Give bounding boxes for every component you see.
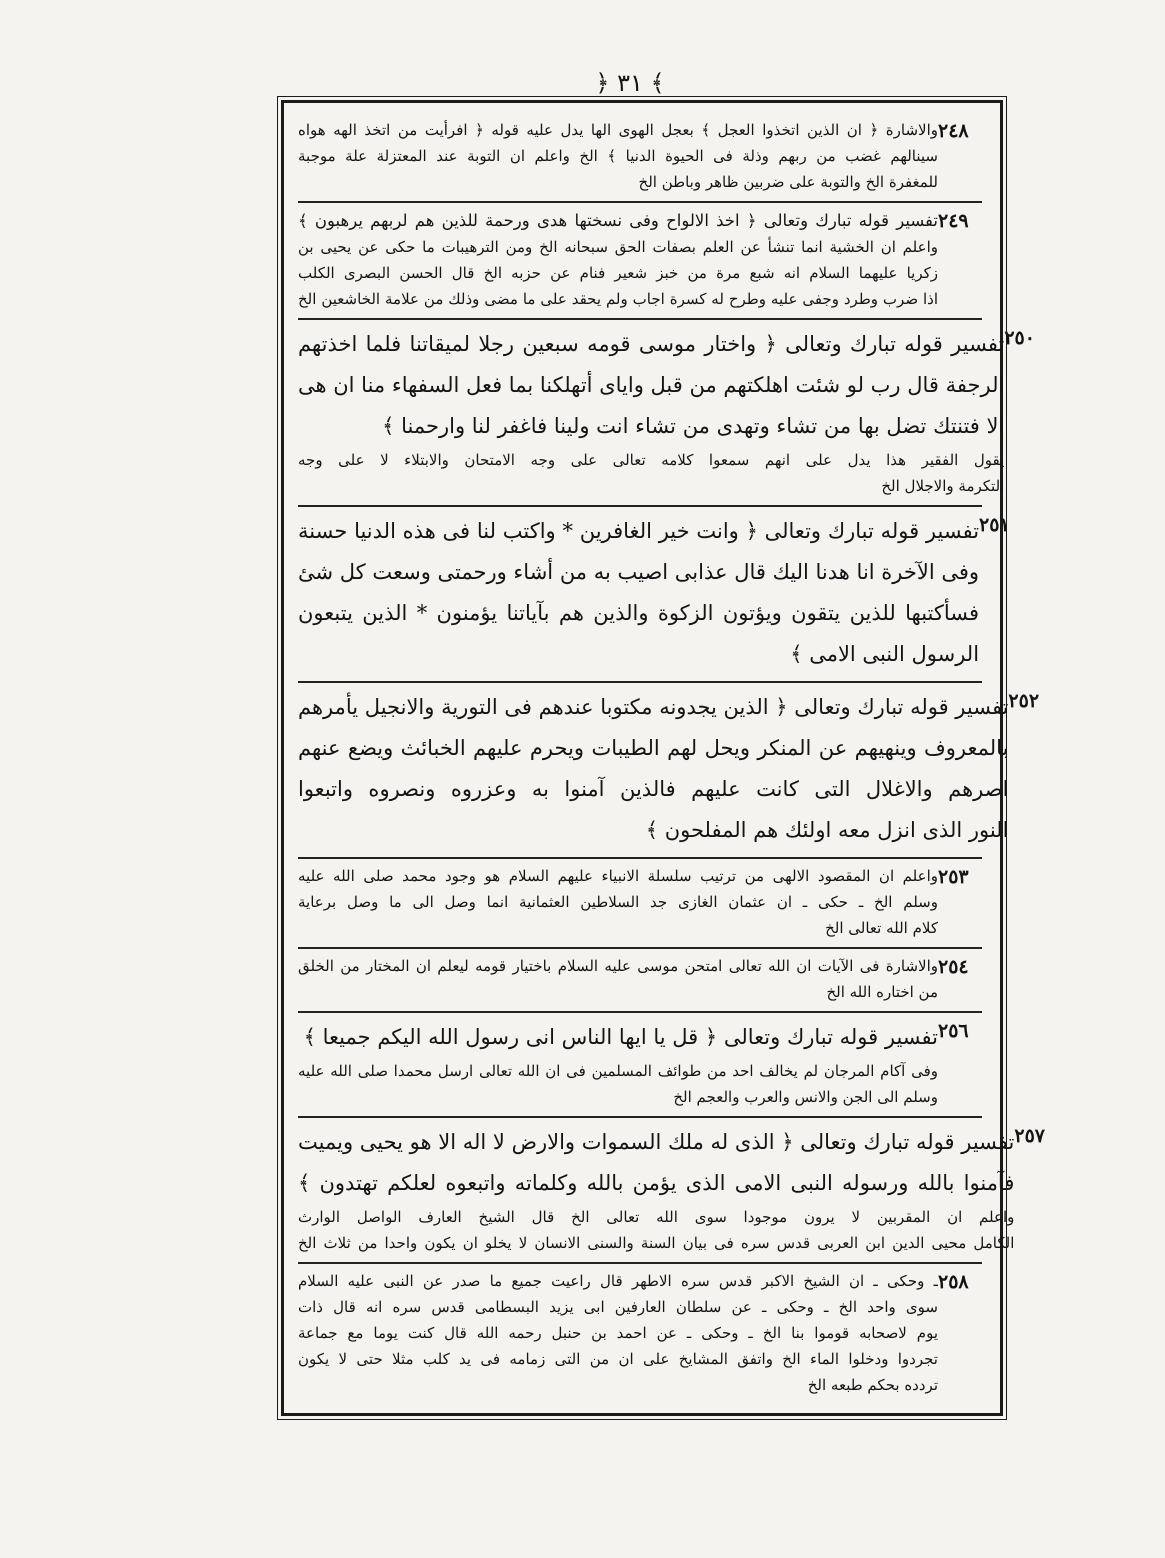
entry-number: ٢٥٨ [938,1271,969,1293]
entry-body [298,207,938,312]
text-line: تفسير قوله تبارك وتعالى ﴿ الذين يجدونه مكتوبا عندهم فى التورية والانجيل يأمرهم [298,695,1009,719]
text-line: زكريا عليهما السلام انه شبع مرة من خبز شعير فنام عن حزبه الخ قال الحسن البصرى الكلب [298,264,938,282]
entry-body [298,687,1008,851]
entry-body [298,1122,1014,1256]
text-line: واعلم ان المقصود الالهى من ترتيب سلسلة الانبياء عليهم السلام هو وجود محمد صلى الله عليه [298,867,938,885]
entry [298,1013,982,1118]
entry-body [298,117,938,195]
text-line: النور الذى انزل معه اولئك هم المفلحون ﴾ [645,818,1009,842]
text-line: يقول الفقير هذا يدل على انهم سمعوا كلامه تعالى على وجه الامتحان والابتلاء لا على وجه [298,451,1005,469]
entry-body [298,1017,938,1110]
entry [298,507,1010,683]
text-line: التكرمة والاجلال الخ [881,477,1005,495]
entry-number: ٢٤٩ [938,210,969,232]
entry-body [298,511,979,675]
text-line: والاشارة ﴿ ان الذين اتخذوا العجل ﴾ بعجل الهوى الها يدل عليه قوله ﴿ افرأيت من اتخذ الهه هواه [298,121,938,139]
entry-body [298,1268,938,1398]
text-line: تفسير قوله تبارك وتعالى ﴿ اخذ الالواح وفى نسختها هدى ورحمة للذين هم لربهم يرهبون ﴾ [298,211,938,230]
entry [298,1118,1045,1264]
entry-number: ٢٥٧ [1014,1125,1045,1147]
entry-body [298,953,938,1005]
text-line: وفى آكام المرجان لم يخالف احد من طوائف المسلمين فى ان الله تعالى ارسل محمدا صلى الله عليه [298,1062,938,1080]
text-line: سينالهم غضب من ربهم وذلة فى الحيوة الدنيا ﴾ الخ واعلم ان التوبة عند المعتزلة علة موجبة [298,147,938,165]
text-line: الرجفة قال رب لو شئت اهلكتهم من قبل واياى أتهلكنا بما فعل السفهاء منا ان هى [298,373,1005,397]
text-line: سوى واحد الخ ـ وحكى ـ عن سلطان العارفين ابى يزيد البسطامى قدس سره انه قال ذات [298,1298,938,1316]
text-line: الا فتنتك تضل بها من تشاء وتهدى من تشاء انت ولينا فاغفر لنا وارحمنا ﴾ [382,414,1005,438]
text-line: واعلم ان المقربين لا يرون موجودا سوى الله تعالى الخ قال الشيخ العارف الواصل الوارث [298,1208,1015,1226]
entry [298,203,982,320]
entry-number: ٢٤٨ [938,120,969,142]
text-frame [281,100,1045,1416]
text-line: والاشارة فى الآيات ان الله تعالى امتحن موسى عليه السلام باختيار قومه ليعلم ان المختار من الخلق [298,957,938,975]
entry-number: ٢٥٦ [938,1020,969,1042]
text-line: وسلم الخ ـ حكى ـ ان عثمان الغازى جد السلاطين العثمانية انما وصل الى ما وصل برعاية [298,893,938,911]
entry-number: ٢٥١ [979,514,1010,536]
entry [298,859,982,949]
text-line: الكامل محيى الدين ابن العربى قدس سره فى بيان السنة والسنى الانسان لا يخلو ان يكون واحدا من ثلاث الخ [298,1234,1015,1252]
text-line: اذا ضرب وطرد وجفى عليه وطرح له كسرة اجاب ولم يحقد على ما مضى وذلك من علامة الخاشعين الخ [298,290,938,308]
text-line: فآمنوا بالله ورسوله النبى الامى الذى يؤمن بالله وكلماته واتبعوه لعلكم تهتدون ﴾ [298,1171,1015,1195]
entry [298,949,982,1013]
text-line: تفسير قوله تبارك وتعالى ﴿ قل يا ايها الناس انى رسول الله اليكم جميعا ﴾ [303,1025,938,1049]
entry-body [298,863,938,941]
text-line: وسلم الى الجن والانس والعرب والعجم الخ [673,1088,938,1106]
entry-body [298,324,1004,499]
text-line: تفسير قوله تبارك وتعالى ﴿ واختار موسى قومه سبعين رجلا لميقاتنا فلما اخذتهم [298,332,1005,356]
text-line: بالمعروف وينهيهم عن المنكر ويحل لهم الطيبات ويحرم عليهم الخبائث ويضع عنهم [298,736,1009,760]
text-line: الرسول النبى الامى ﴾ [790,642,980,666]
text-line: يوم لاصحابه قوموا بنا الخ ـ وحكى ـ عن احمد بن حنبل رحمه الله قال كنت يوما مع جماعة [298,1324,938,1342]
text-line: تفسير قوله تبارك وتعالى ﴿ وانت خير الغافرين * واكتب لنا فى هذه الدنيا حسنة [298,519,980,543]
entry-number: ٢٥٢ [1008,690,1040,712]
text-line: تجردوا ودخلوا الماء الخ واتفق المشايخ على ان من التى زمامه فى يد كلب مثلا حتى لا يكون [298,1350,938,1368]
text-line: للمغفرة الخ والتوبة على ضربين ظاهر وباطن الخ [638,173,938,191]
entry-number: ٢٥٣ [938,866,969,888]
page-number: ﴾ ٣١ ﴿ [595,69,665,97]
entry [298,320,1035,507]
text-line: وفى الآخرة انا هدنا اليك قال عذابى اصيب به من أشاء ورحمتى وسعت كل شئ [298,560,980,584]
text-line: من اختاره الله الخ [826,983,938,1001]
entry-number: ٢٥٠ [1004,327,1035,349]
text-line: ـ وحكى ـ ان الشيخ الاكبر قدس سره الاطهر قال راعيت جميع ما صدر عن النبى عليه السلام [298,1272,938,1290]
entry [298,1264,982,1404]
text-line: اصرهم والاغلال التى كانت عليهم فالذين آمنوا به وعزروه ونصروه واتبعوا [298,777,1009,801]
text-line: تردده بحكم طبعه الخ [807,1376,938,1394]
entry [298,113,982,203]
entry-number: ٢٥٤ [938,956,969,978]
text-line: كلام الله تعالى الخ [825,919,938,937]
text-line: فسأكتبها للذين يتقون ويؤتون الزكوة والذين هم بآياتنا يؤمنون * الذين يتبعون [298,601,980,625]
text-line: تفسير قوله تبارك وتعالى ﴿ الذى له ملك السموات والارض لا اله الا هو يحيى ويميت [298,1130,1015,1154]
entry [298,683,1040,859]
text-line: واعلم ان الخشية انما تنشأ عن العلم بصفات الحق سبحانه الخ ومن الترهيبات ما حكى عن يحيى بن [298,238,938,256]
